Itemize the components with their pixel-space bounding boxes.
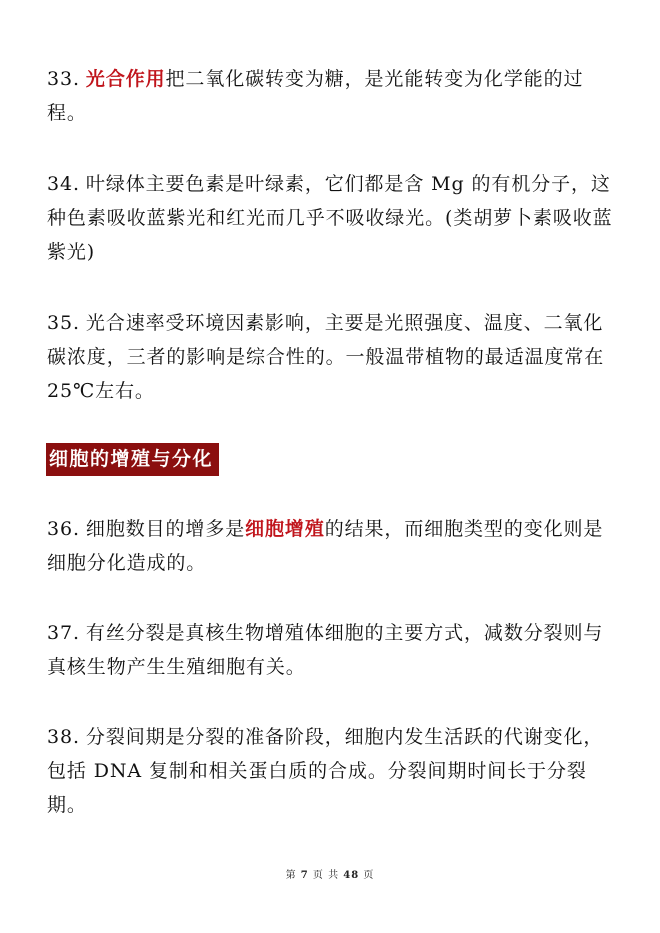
footer-prefix: 第: [285, 870, 297, 881]
footer-suffix: 页: [363, 870, 375, 881]
highlighted-term: 光合作用: [85, 68, 166, 90]
paragraph-text: 分裂间期是分裂的准备阶段，细胞内发生活跃的代谢变化，包括 DNA 复制和相关蛋白质的合成。分裂间期时间长于分裂期。: [47, 726, 604, 816]
section-heading: 细胞的增殖与分化: [46, 443, 219, 476]
paragraph-33: [47, 62, 615, 130]
paragraph-number: 37.: [47, 622, 80, 644]
paragraph-37: [47, 616, 615, 684]
footer-page-number: 7: [300, 870, 309, 881]
paragraph-number: 33.: [47, 68, 80, 90]
paragraph-text: 细胞数目的增多是: [85, 518, 246, 540]
paragraph-number: 36.: [47, 518, 80, 540]
paragraph-text: 把二氧化碳转变为糖，是光能转变为化学能的过程。: [47, 68, 584, 124]
paragraph-number: 35.: [47, 312, 80, 334]
paragraph-text: 光合速率受环境因素影响，主要是光照强度、温度、二氧化碳浓度，三者的影响是综合性的。一般温带植物的最适温度常在 25℃左右。: [47, 312, 605, 402]
paragraph-38: [47, 720, 615, 822]
paragraph-number: 34.: [47, 173, 80, 195]
footer-middle: 页 共: [312, 870, 340, 881]
paragraph-34: [47, 167, 615, 269]
footer-total-pages: 48: [343, 870, 360, 881]
paragraph-number: 38.: [47, 726, 80, 748]
page-footer: [0, 866, 660, 881]
highlighted-term: 细胞增殖: [245, 518, 325, 540]
paragraph-text: 的结果，而细胞类型的变化则是细胞分化造成的。: [47, 518, 604, 574]
paragraph-text: 有丝分裂是真核生物增殖体细胞的主要方式，减数分裂则与真核生物产生生殖细胞有关。: [47, 622, 604, 678]
paragraph-35: [47, 306, 615, 408]
paragraph-36: [47, 512, 615, 580]
paragraph-text: 叶绿体主要色素是叶绿素，它们都是含 Mg 的有机分子，这种色素吸收蓝紫光和红光而几乎不吸收绿光。(类胡萝卜素吸收蓝紫光): [47, 173, 613, 263]
